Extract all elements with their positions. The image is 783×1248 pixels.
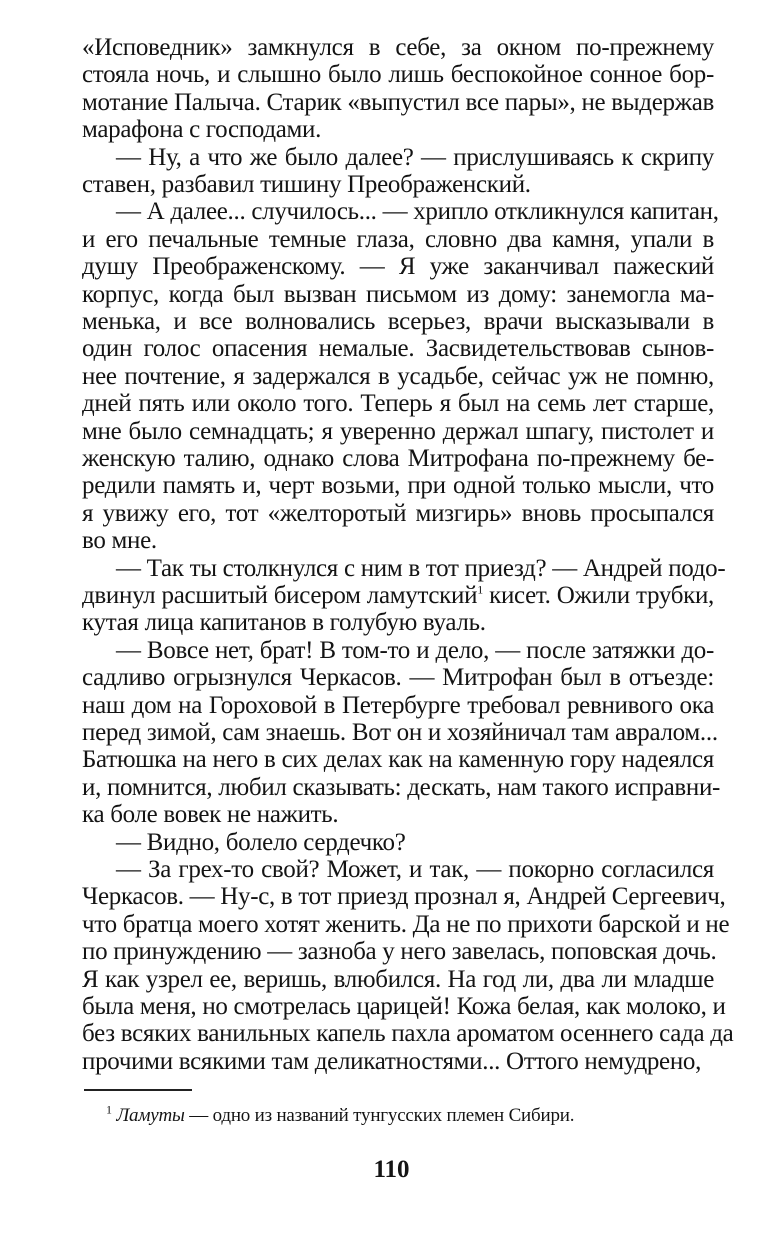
text-line: что братца моего хотят женить. Да не по прихоти барской и не bbox=[82, 910, 730, 938]
text-line: менька, и все волновались всерьез, врачи высказывали в bbox=[82, 308, 714, 335]
text-line: — Так ты столкнулся с ним в тот приезд? — Андрей подо- bbox=[116, 554, 726, 582]
text-line: корпус, когда был вызван письмом из дому: занемогла ма- bbox=[82, 280, 714, 308]
text-line: и, помнится, любил сказывать: дескать, нам такого исправни- bbox=[82, 773, 721, 801]
text-line: мне было семнадцать; я уверенно держал шпагу, пистолет и bbox=[82, 417, 714, 445]
text-line: наш дом на Гороховой в Петербурге требовал ревнивого ока bbox=[82, 691, 714, 719]
footnote-reference[interactable]: 1 bbox=[477, 582, 483, 597]
text-line: — За грех-то свой? Может, и так, — покорно согласился bbox=[116, 856, 714, 883]
text-line: — Ну, а что же было далее? — прислушиваясь к скрипу bbox=[116, 143, 714, 171]
text-line: — А далее... случилось... — хрипло откликнулся капитан, bbox=[116, 198, 719, 226]
text-line: садливо огрызнулся Черкасов. — Митрофан был в отъезде: bbox=[82, 664, 714, 692]
text-line: редили память и, черт возьми, при одной только мысли, что bbox=[82, 472, 714, 500]
text-line: Батюшка на него в сих делах как на каменную гору надеялся bbox=[82, 746, 714, 774]
text-line: перед зимой, сам знаешь. Вот он и хозяйничал там авралом... bbox=[82, 719, 718, 746]
text-line: женскую талию, однако слова Митрофана по-прежнему бе- bbox=[82, 445, 714, 472]
text-line: и его печальные темные глаза, словно два камня, упали в bbox=[82, 225, 714, 253]
text-line: кутая лица капитанов в голубую вуаль. bbox=[82, 609, 486, 637]
text-line: Черкасов. — Ну-с, в тот приезд прознал я, Андрей Сергеевич, bbox=[82, 883, 726, 911]
text-line: марафона с господами. bbox=[82, 116, 322, 144]
text-line: дней пять или около того. Теперь я был на семь лет старше, bbox=[82, 390, 714, 418]
text-segment: кисет. Ожили трубки, bbox=[489, 582, 715, 609]
footnote-text: — одно из названий тунгусских племен Сибири. bbox=[184, 1105, 575, 1126]
text-line: — Видно, болело сердечко? bbox=[116, 828, 406, 856]
text-line: без всяких ванильных капель пахла ароматом осеннего сада да bbox=[82, 1020, 734, 1048]
text-line: один голос опасения немалые. Засвидетельствовав сынов- bbox=[82, 335, 714, 363]
footnote-divider bbox=[84, 1089, 192, 1091]
footnote-mark: 1 bbox=[106, 1102, 112, 1117]
text-line: «Исповедник» замкнулся в себе, за окном по-прежнему bbox=[82, 34, 714, 61]
text-line-with-footnote bbox=[82, 582, 714, 609]
footnote-term: Ламуты bbox=[116, 1105, 185, 1126]
text-line: ставен, разбавил тишину Преображенский. bbox=[82, 171, 531, 198]
text-line: стояла ночь, и слышно было лишь беспокойное сонное бор- bbox=[82, 61, 714, 89]
text-line: во мне. bbox=[82, 527, 157, 555]
text-line: — Вовсе нет, брат! В том-то и дело, — после затяжки до- bbox=[116, 636, 714, 664]
text-line: нее почтение, я задержался в усадьбе, сейчас уж не помню, bbox=[82, 362, 714, 390]
text-line: мотание Палыча. Старик «выпустил все пары», не выдержав bbox=[82, 88, 714, 116]
text-segment: двинул расшитый бисером ламутский bbox=[82, 582, 478, 609]
text-line: была меня, но смотрелась царицей! Кожа белая, как молоко, и bbox=[82, 993, 726, 1020]
text-line: душу Преображенскому. — Я уже заканчивал пажеский bbox=[82, 253, 714, 281]
page-number: 110 bbox=[373, 1156, 410, 1183]
text-line: я увижу его, тот «желторотый мизгирь» вновь просыпался bbox=[82, 499, 714, 527]
footnote bbox=[106, 1104, 574, 1128]
text-line: прочими всякими там деликатностями... Оттого немудрено, bbox=[82, 1047, 702, 1075]
text-line: Я как узрел ее, веришь, влюбился. На год ли, два ли младше bbox=[82, 965, 714, 993]
text-line: ка боле вовек не нажить. bbox=[82, 801, 339, 829]
text-line: по принуждению — зазноба у него завелась, поповская дочь. bbox=[82, 938, 717, 966]
